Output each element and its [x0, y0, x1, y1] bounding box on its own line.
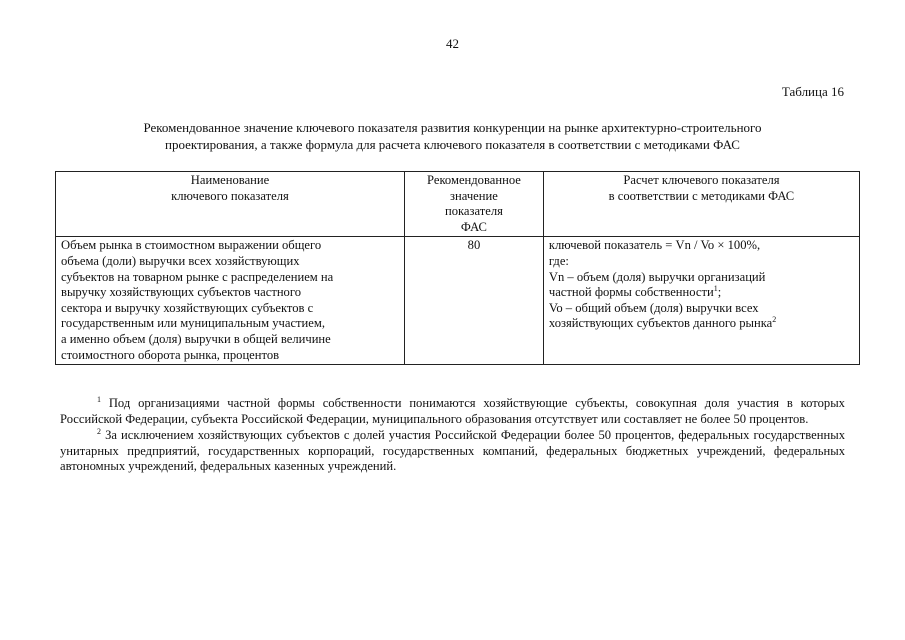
header-text: Расчет ключевого показателя: [623, 173, 780, 187]
recommended-value-cell: 80: [405, 237, 544, 365]
header-text: Рекомендованное: [427, 173, 521, 187]
footnote: [60, 428, 845, 475]
header-text: ключевого показателя: [171, 188, 289, 203]
header-text: показателя: [444, 204, 503, 219]
cell-line: выручку хозяйствующих субъектов частного: [61, 285, 302, 300]
header-text: Наименование: [190, 173, 270, 187]
vo-definition-line: Vo – общий объем (доля) выручки всех: [548, 300, 759, 315]
footnote-marker: 2: [97, 427, 101, 436]
footnote: [60, 396, 845, 427]
cell-line: а именно объем (доля) выручки в общей величине: [61, 331, 331, 346]
indicator-table: [55, 171, 860, 365]
footnote-marker: 1: [97, 394, 101, 404]
header-text: ФАС: [460, 219, 487, 234]
cell-line: стоимостного оборота рынка, процентов: [61, 347, 280, 362]
vn-definition-line: [549, 285, 854, 301]
vo-definition-line: [549, 316, 854, 332]
footnote-text: За исключением хозяйствующих субъектов с долей участия Российской Федерации более 50 процентов, федеральных государственных унитарных предприятий, государственных корпораций, государственных компаний, федеральных бюджетных учреждений, федеральных автономных учреждений, федеральных казенных учреждений.: [60, 428, 845, 474]
footnote-ref: 1: [713, 283, 718, 293]
calculation-cell: [543, 237, 859, 365]
footnote-text: Под организациями частной формы собственности понимаются хозяйствующие субъекты, совокупная доля участия в которых Российской Федерации, субъекта Российской Федерации, муниципального образования отсутствует или составляет не более 50 процентов.: [60, 396, 845, 426]
header-text: в соответствии с методиками ФАС: [608, 188, 795, 203]
vo-definition-text: хозяйствующих субъектов данного рынка: [548, 316, 773, 331]
table-title-line: Рекомендованное значение ключевого показателя развития конкуренции на рынке архитектурно-строительного: [143, 120, 762, 135]
where-line: где:: [548, 253, 569, 268]
header-recommended-value: [405, 172, 544, 237]
cell-line: объема (доли) выручки всех хозяйствующих: [61, 253, 300, 268]
header-indicator-name: [56, 172, 405, 237]
table-header-row: [56, 172, 860, 237]
vn-definition-text: частной формы собственности: [548, 285, 714, 300]
table-title: [60, 119, 845, 153]
header-calculation: [543, 172, 859, 237]
table-title-line: проектирования, а также формула для расчета ключевого показателя в соответствии с методиками ФАС: [165, 137, 740, 152]
page-number: 42: [446, 36, 459, 51]
formula-line: ключевой показатель = Vn / Vo × 100%,: [548, 238, 761, 253]
cell-line: государственным или муниципальным участием,: [61, 316, 325, 331]
table-label: Таблица 16: [781, 84, 844, 99]
vn-definition-line: Vn – объем (доля) выручки организаций: [548, 269, 766, 284]
indicator-name-cell: [56, 237, 405, 365]
cell-line: Объем рынка в стоимостном выражении общего: [61, 238, 322, 253]
table-row: [56, 237, 860, 365]
cell-line: сектора и выручку хозяйствующих субъектов с: [61, 300, 314, 315]
punctuation: ;: [717, 285, 722, 300]
header-text: значение: [450, 188, 498, 203]
footnotes: [60, 396, 845, 476]
cell-line: субъектов на товарном рынке с распределением на: [61, 269, 334, 284]
footnote-ref: 2: [772, 315, 777, 325]
